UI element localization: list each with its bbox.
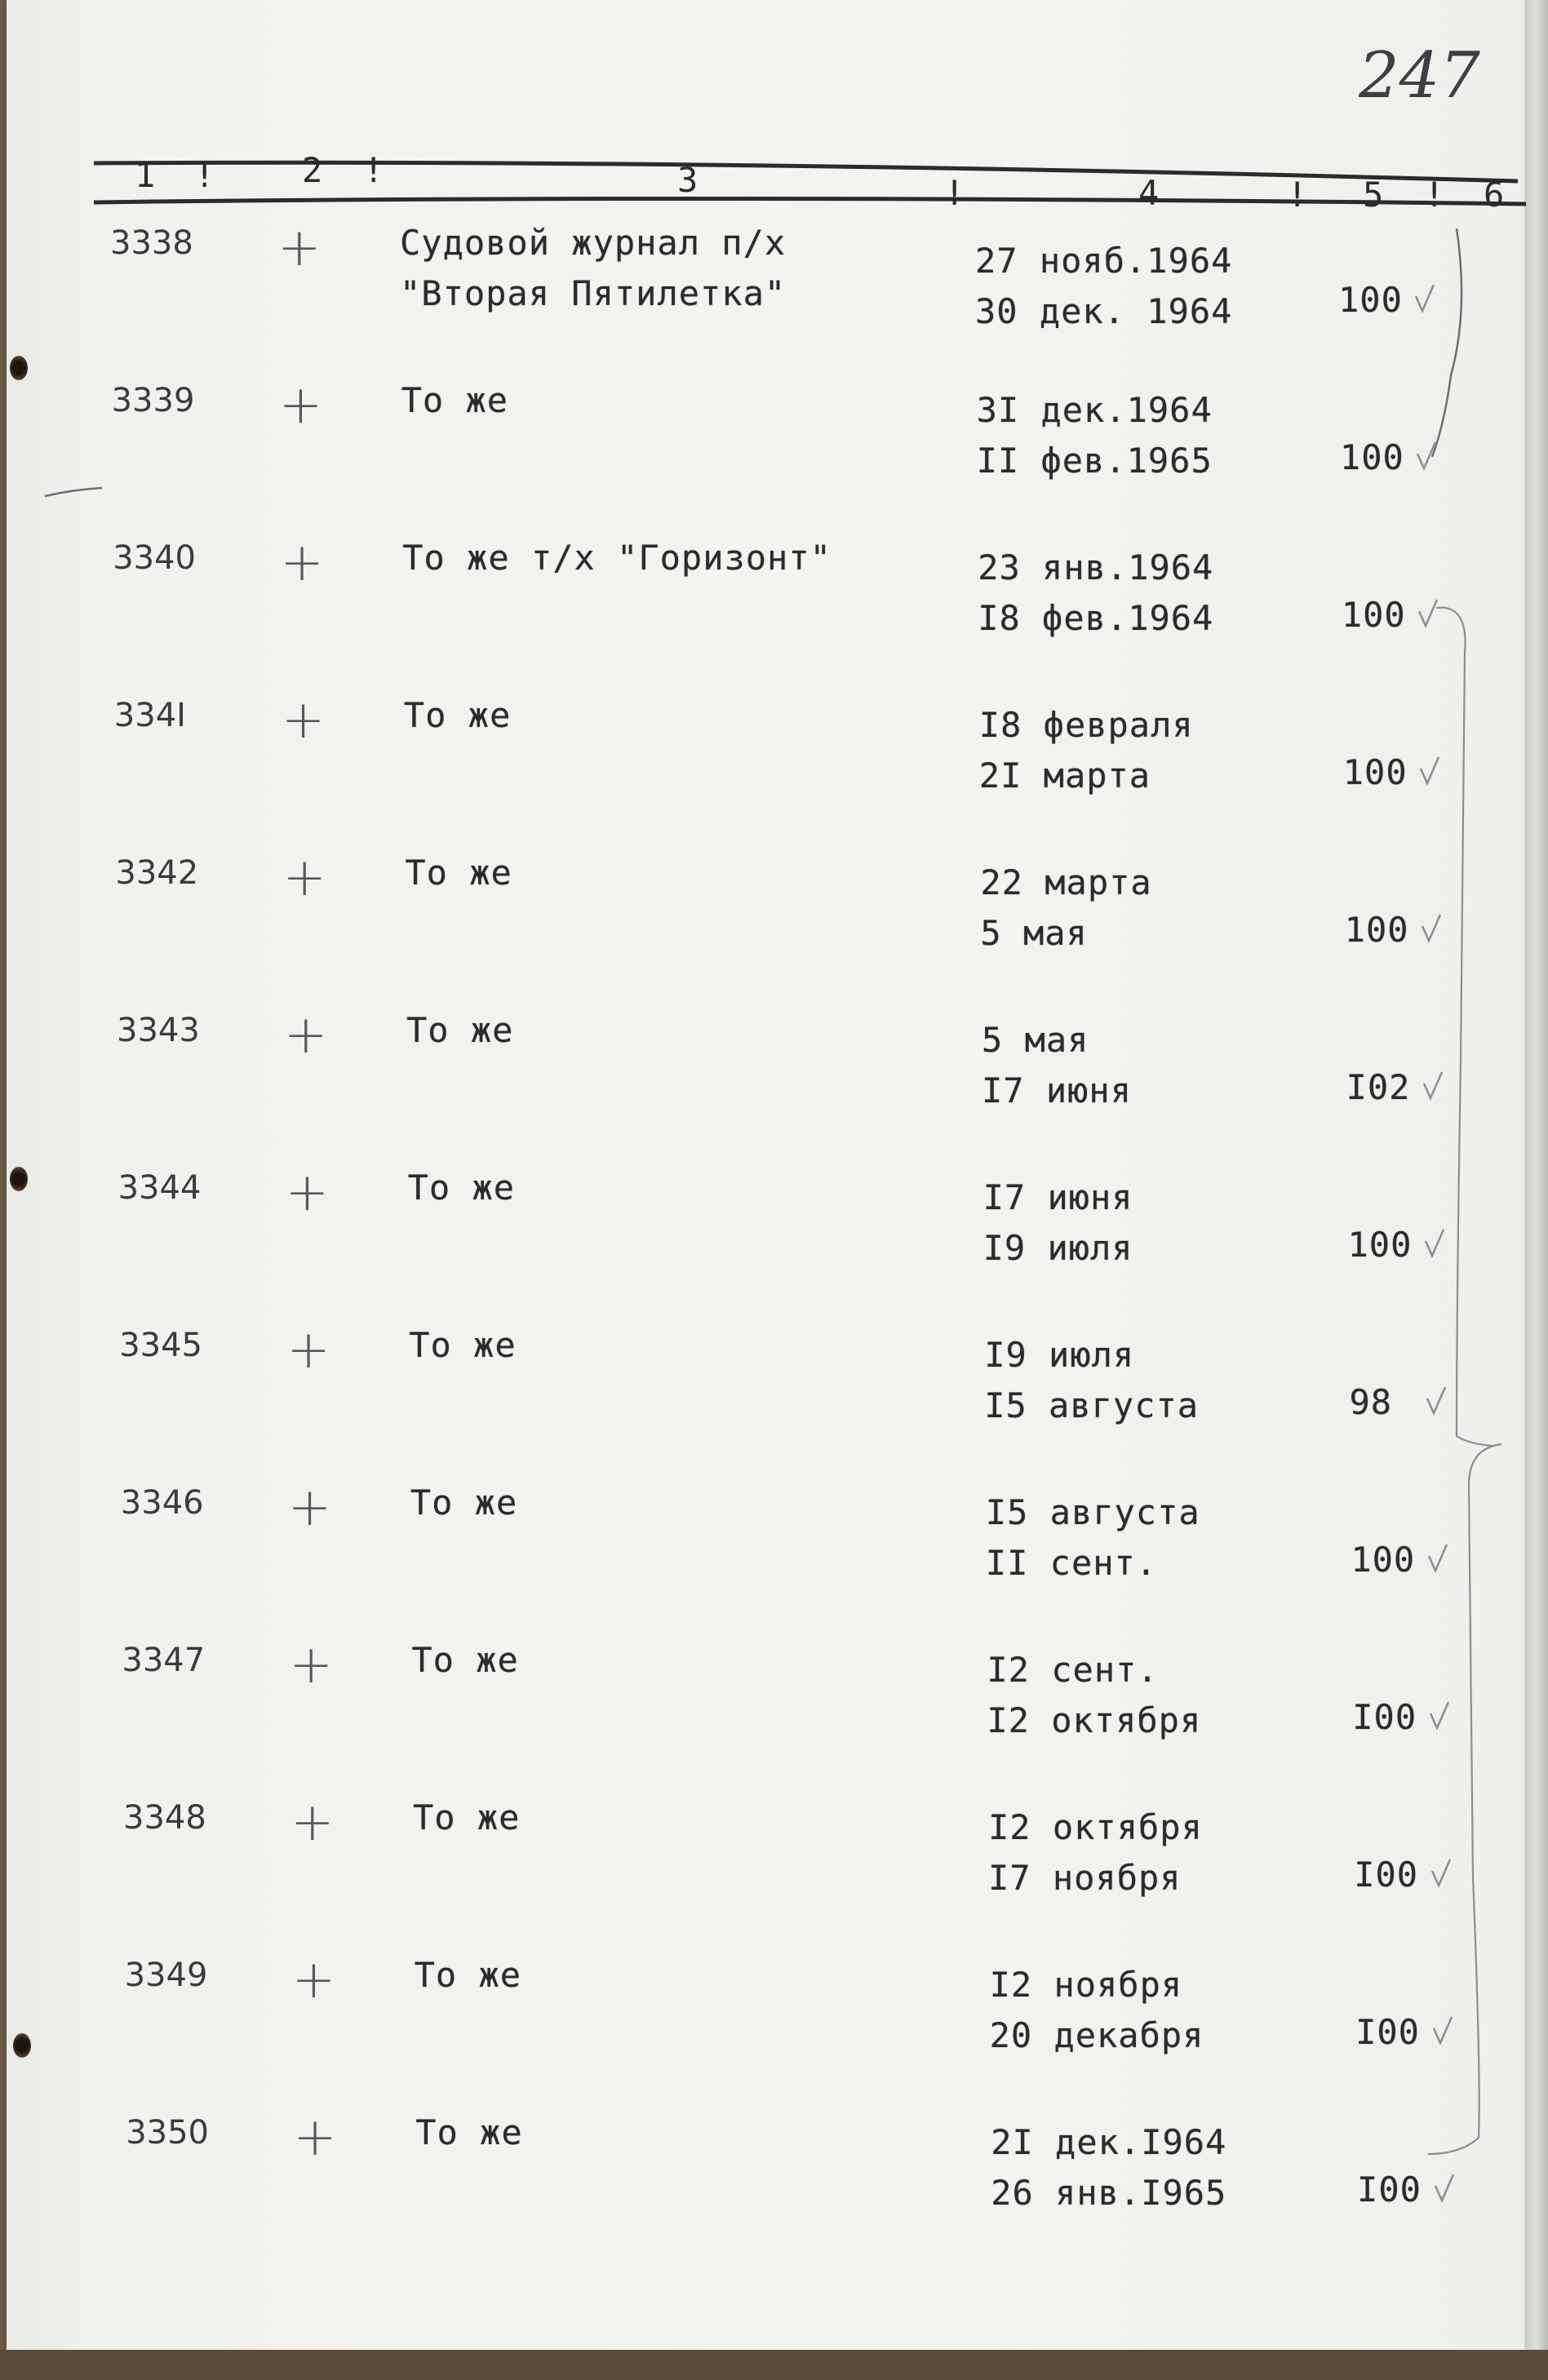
column-separator: ! — [944, 173, 965, 213]
check-mark: + — [291, 1793, 335, 1853]
item-number: 3342 — [115, 854, 199, 892]
check-icon — [1424, 1072, 1442, 1098]
check-mark: + — [281, 690, 326, 751]
sheet-count: 100 — [1344, 910, 1409, 950]
item-title: То же — [415, 2112, 523, 2152]
date-from: I2 октября — [988, 1807, 1203, 1847]
check-mark: + — [280, 533, 324, 593]
check-icon — [1432, 1859, 1450, 1886]
check-mark: + — [282, 848, 327, 908]
sheet-count: 100 — [1342, 752, 1408, 792]
column-header-6: 6 — [1484, 175, 1505, 215]
sheet-count: 100 — [1341, 595, 1406, 635]
item-title: То же т/х "Горизонт" — [402, 538, 832, 578]
item-title: То же — [414, 1955, 522, 1995]
item-title: То же — [401, 380, 509, 420]
item-title: "Вторая Пятилетка" — [400, 273, 787, 313]
sheet-count: I00 — [1357, 2169, 1422, 2209]
check-icon — [1430, 1702, 1448, 1728]
sheet-count: 100 — [1338, 280, 1403, 320]
item-number: 3338 — [110, 224, 193, 262]
date-from: I2 сент. — [987, 1650, 1159, 1690]
date-to: 26 янв.I965 — [991, 2173, 1227, 2213]
check-icon — [1422, 915, 1440, 941]
check-icon — [1434, 2017, 1452, 2043]
date-to: 2I марта — [978, 756, 1151, 796]
item-title: То же — [406, 1010, 514, 1050]
item-number: 3339 — [111, 382, 195, 419]
item-title: То же — [413, 1797, 521, 1837]
check-mark: + — [278, 375, 323, 436]
check-mark: + — [287, 1478, 332, 1538]
sheet-count: I00 — [1352, 1697, 1417, 1737]
check-mark: + — [289, 1635, 334, 1695]
check-icon — [1421, 757, 1439, 783]
column-header-3: 3 — [677, 160, 699, 200]
date-to: I2 октября — [987, 1700, 1202, 1740]
date-from: I5 августа — [985, 1492, 1200, 1532]
date-to: 5 мая — [980, 913, 1088, 953]
item-number: 3340 — [113, 539, 196, 577]
sheet-count: I00 — [1354, 1855, 1419, 1895]
date-to: 30 дек. 1964 — [975, 291, 1233, 331]
item-title: То же — [410, 1483, 518, 1522]
check-mark: + — [277, 218, 322, 278]
item-number: 3346 — [120, 1484, 204, 1522]
item-number: 3344 — [118, 1169, 202, 1207]
column-separator: ! — [1287, 175, 1308, 215]
item-title: То же — [405, 853, 512, 893]
date-from: 2I дек.I964 — [991, 2122, 1227, 2162]
item-title: То же — [403, 695, 512, 735]
sheet-count: I00 — [1355, 2012, 1420, 2052]
date-from: 5 мая — [982, 1020, 1089, 1060]
date-from: 23 янв.1964 — [978, 547, 1214, 587]
date-from: I9 июля — [984, 1335, 1135, 1375]
check-icon — [1426, 1230, 1444, 1256]
check-icon — [1419, 600, 1437, 626]
date-to: II сент. — [985, 1543, 1158, 1583]
column-header-5: 5 — [1363, 175, 1384, 215]
date-from: I7 июня — [982, 1177, 1133, 1217]
column-header-2: 2 — [302, 150, 323, 190]
column-header-4: 4 — [1138, 173, 1160, 213]
date-to: I7 ноября — [988, 1858, 1182, 1898]
check-icon — [1427, 1387, 1445, 1413]
column-separator: ! — [1424, 175, 1445, 215]
item-number: 334I — [113, 697, 186, 734]
check-icon — [1435, 2174, 1453, 2201]
date-to: I9 июля — [982, 1228, 1133, 1268]
sheet-count: 98 — [1349, 1382, 1393, 1422]
check-mark: + — [286, 1320, 330, 1381]
item-number: 3345 — [119, 1327, 202, 1364]
item-number: 3348 — [123, 1799, 206, 1837]
date-from: 3I дек.1964 — [976, 390, 1213, 430]
item-title: То же — [409, 1325, 517, 1365]
date-from: I2 ноября — [989, 1965, 1183, 2005]
item-number: 3343 — [117, 1012, 200, 1049]
date-to: I8 фев.1964 — [978, 598, 1214, 638]
date-to: 20 декабря — [989, 2015, 1204, 2055]
check-icon — [1416, 285, 1434, 311]
sheet-count: 100 — [1351, 1540, 1416, 1580]
sheet-count: 100 — [1347, 1225, 1413, 1265]
date-from: 22 марта — [980, 862, 1152, 902]
sheet-count: I02 — [1346, 1067, 1411, 1107]
date-to: I5 августа — [984, 1385, 1200, 1425]
date-to: II фев.1965 — [976, 441, 1213, 481]
column-header-1: 1 — [135, 155, 156, 195]
check-mark: + — [285, 1163, 330, 1223]
check-mark: + — [291, 1950, 336, 2010]
check-icon — [1417, 442, 1435, 468]
item-title: То же — [411, 1640, 519, 1680]
item-number: 3347 — [122, 1642, 206, 1679]
column-separator: ! — [194, 155, 215, 195]
check-mark: + — [293, 2107, 337, 2168]
date-to: I7 июня — [982, 1070, 1133, 1110]
date-from: 27 нояб.1964 — [975, 241, 1233, 281]
check-icon — [1429, 1545, 1447, 1571]
page-number: 247 — [1359, 39, 1480, 113]
item-number: 3349 — [124, 1957, 208, 1994]
item-title: Судовой журнал п/х — [400, 223, 787, 263]
check-mark: + — [284, 1005, 328, 1066]
item-title: То же — [407, 1168, 516, 1208]
date-from: I8 февраля — [978, 705, 1194, 745]
sheet-count: 100 — [1339, 437, 1404, 477]
column-separator: ! — [363, 150, 384, 190]
item-number: 3350 — [126, 2114, 209, 2152]
